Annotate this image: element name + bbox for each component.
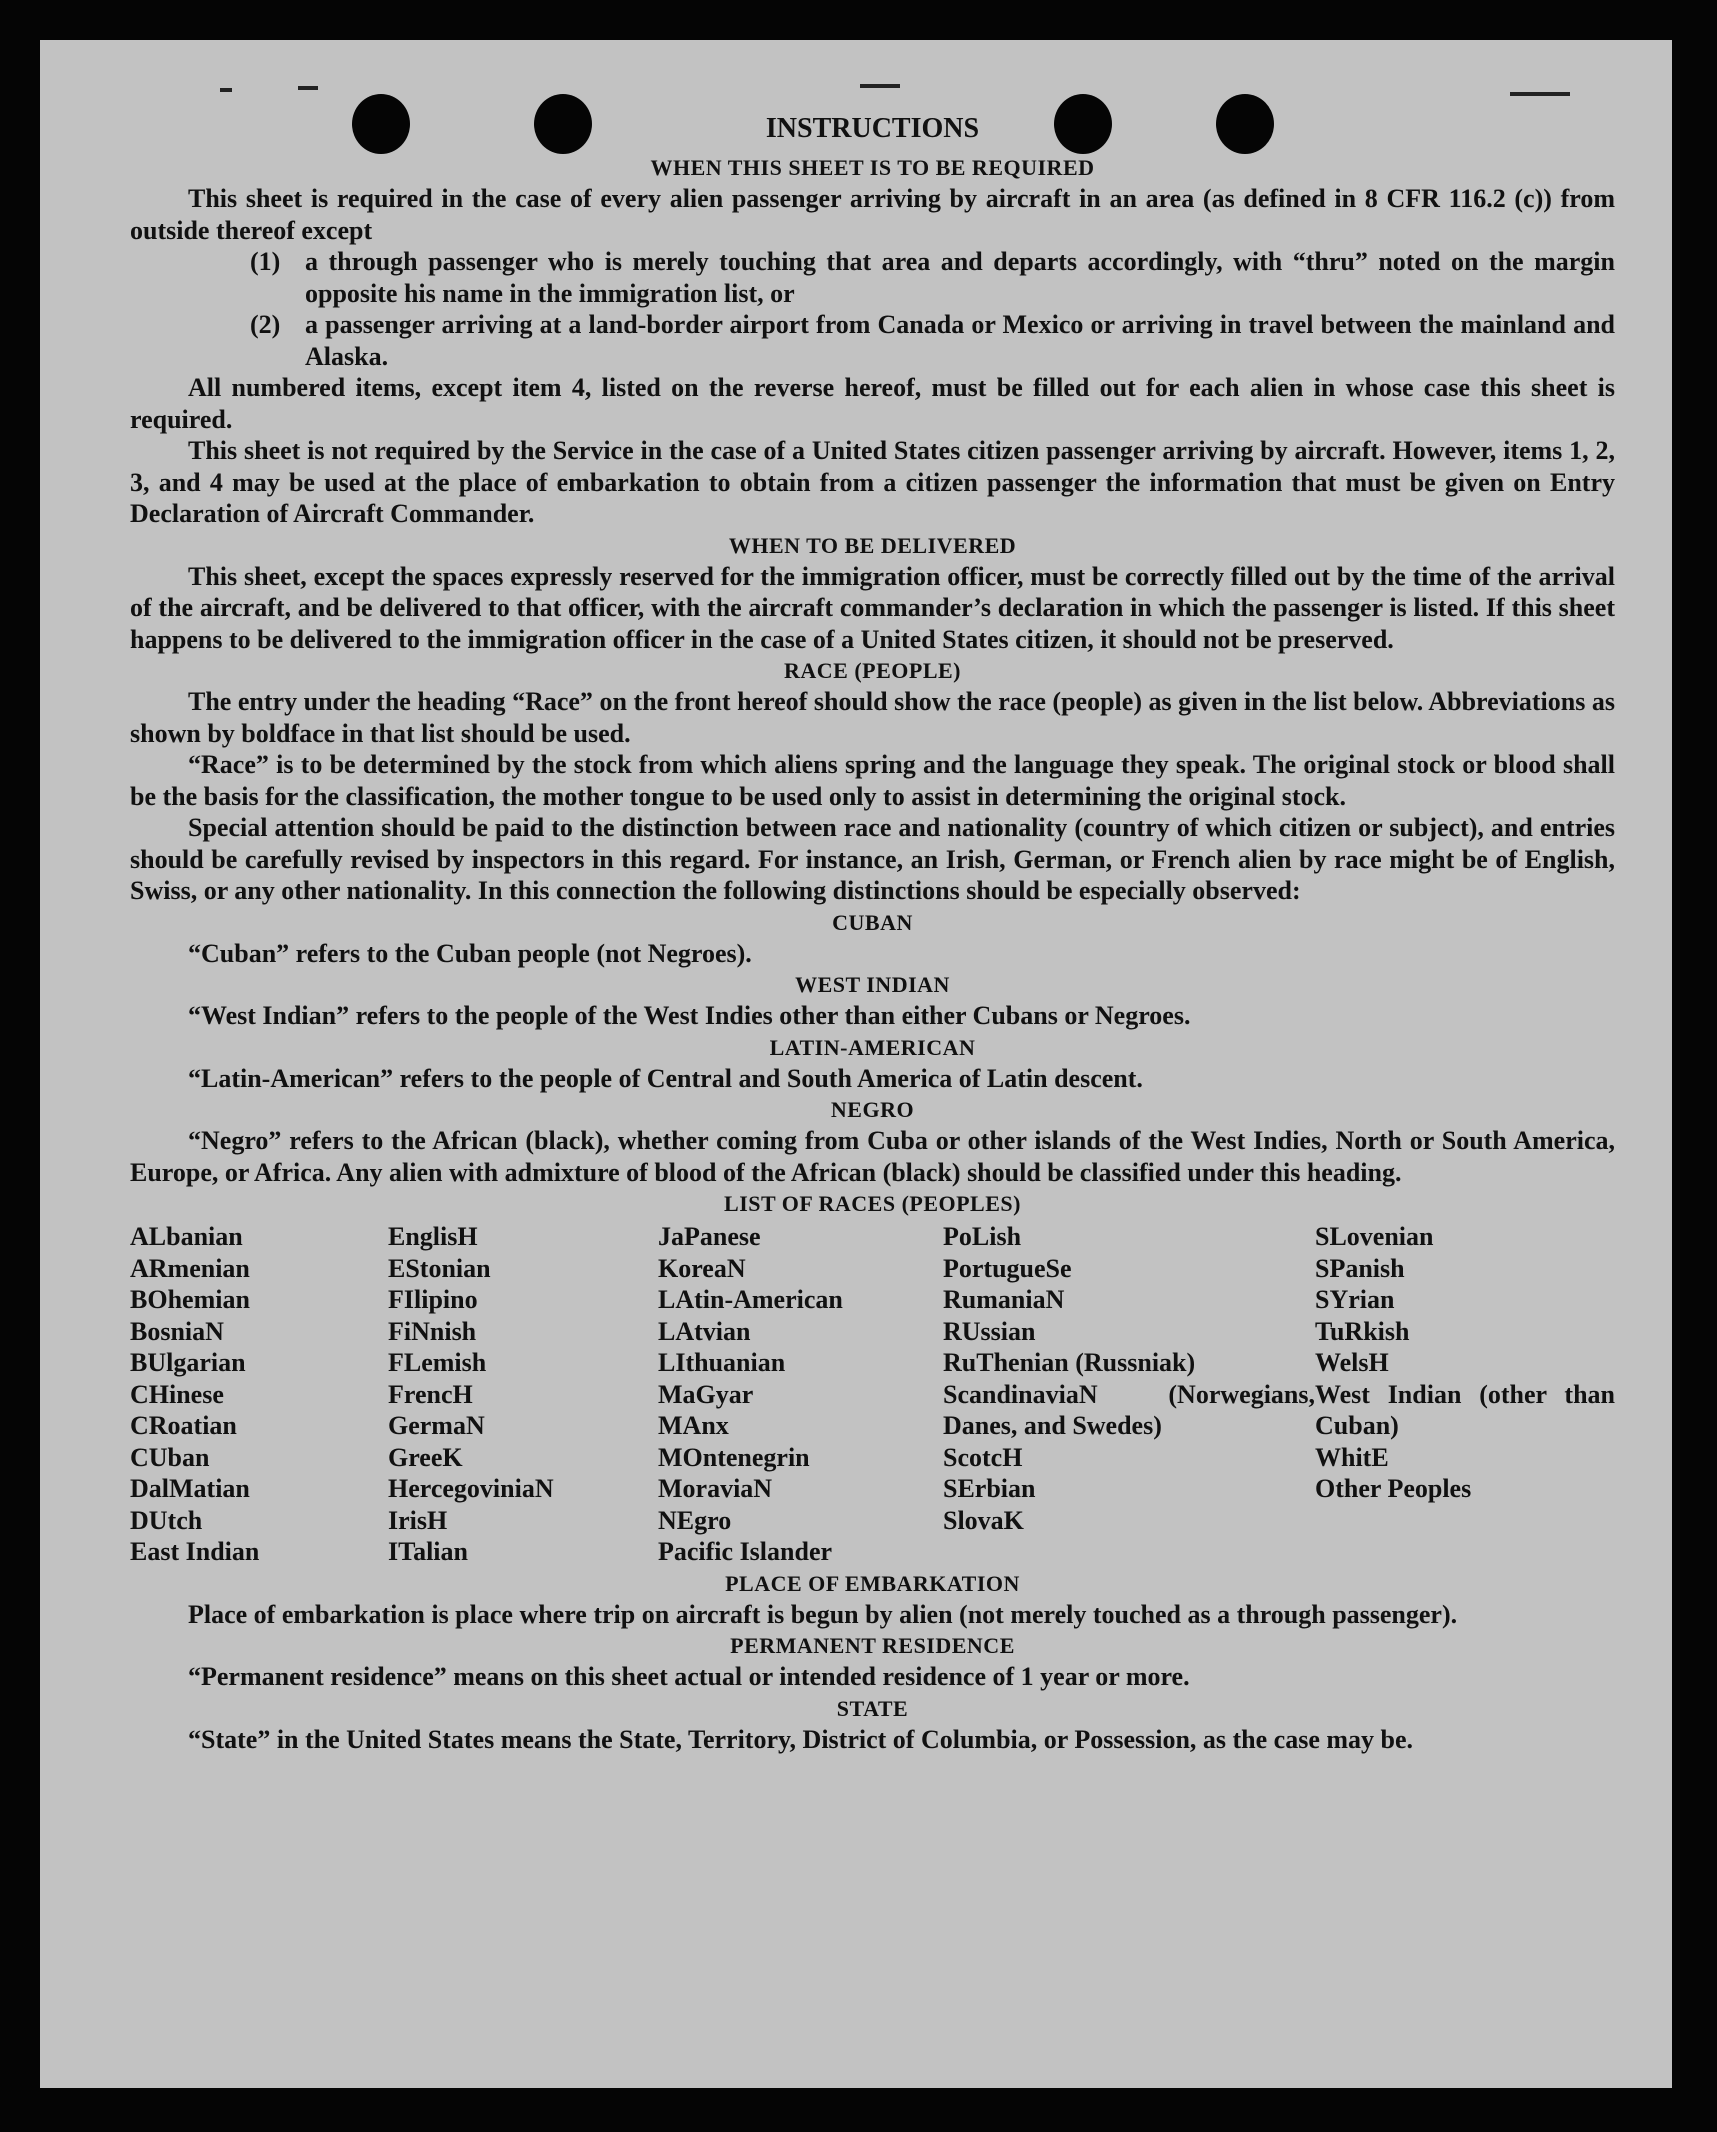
race-entry: MoraviaN <box>658 1474 773 1503</box>
heading-list-of-races: LIST OF RACES (PEOPLES) <box>724 1191 1021 1216</box>
item-number: (2) <box>250 310 281 339</box>
race-entry: JaPanese <box>658 1222 761 1251</box>
race-entry: BUlgarian <box>130 1348 246 1377</box>
race-entry: ARmenian <box>130 1253 250 1283</box>
paragraph: This sheet is required in the case of every alien passenger arriving by aircraft in an area (as defined in 8 CFR 116.2 (c)) from outside thereof except <box>130 184 1615 245</box>
race-entry: ScandinaviaN (Norwegians, Danes, and Swedes) <box>943 1379 1315 1440</box>
paragraph: “Latin-American” refers to the people of Central and South America of Latin descent. <box>188 1063 1143 1093</box>
race-entry: LAtvian <box>658 1316 751 1346</box>
race-entry: RuThenian (Russniak) <box>943 1348 1196 1377</box>
race-entry: RUssian <box>943 1316 1036 1346</box>
race-entry: FLemish <box>388 1348 487 1377</box>
race-entry: FiNnish <box>388 1316 477 1346</box>
races-column <box>1315 1221 1615 1568</box>
races-list <box>130 1221 1615 1568</box>
scan-speck <box>220 88 232 92</box>
heading-race: RACE (PEOPLE) <box>784 658 961 683</box>
exception-list <box>130 246 1615 372</box>
race-entry: SPanish <box>1315 1253 1405 1283</box>
item-number: (1) <box>250 247 281 276</box>
instructions-text <box>130 106 1615 1755</box>
heading-state: STATE <box>836 1695 909 1721</box>
paragraph: This sheet, except the spaces expressly reserved for the immigration officer, must be correctly filled out by the time of the arrival of the aircraft, and be delivered to that officer, with the aircraft commander’s declaration in which the passenger is listed. If this sheet happens to be delivered to the immigration officer in the case of a United States citizen, it should not be preserved. <box>130 561 1615 654</box>
race-entry: DalMatian <box>130 1474 250 1503</box>
race-entry: WelsH <box>1315 1348 1389 1377</box>
race-entry: PoLish <box>943 1222 1022 1251</box>
race-entry: Pacific Islander <box>658 1537 833 1566</box>
race-entry: MAnx <box>658 1411 729 1440</box>
race-entry: West Indian (other than Cuban) <box>1315 1379 1615 1440</box>
heading-cuban: CUBAN <box>832 909 913 935</box>
race-entry: SlovaK <box>943 1505 1024 1535</box>
races-column <box>388 1221 658 1568</box>
race-entry: LIthuanian <box>658 1348 786 1377</box>
race-entry: SYrian <box>1315 1285 1395 1314</box>
race-entry: GermaN <box>388 1411 485 1440</box>
race-entry: SErbian <box>943 1474 1036 1503</box>
race-entry: East Indian <box>130 1537 260 1566</box>
paragraph: All numbered items, except item 4, listed on the reverse hereof, must be filled out for each alien in whose case this sheet is required. <box>130 373 1615 434</box>
race-entry: MOntenegrin <box>658 1442 810 1472</box>
race-entry: FIlipino <box>388 1285 478 1314</box>
race-entry: CHinese <box>130 1379 224 1409</box>
document-page <box>40 40 1672 2088</box>
paragraph: Special attention should be paid to the distinction between race and nationality (country of which citizen or subject), and entries should be carefully revised by inspectors in this regard. For instance, an Irish, German, or French alien by race might be of English, Swiss, or any other nationality. In this connection the following distinctions should be especially observed: <box>130 813 1615 905</box>
race-entry: ITalian <box>388 1537 468 1566</box>
heading-west-indian: WEST INDIAN <box>795 972 950 997</box>
paragraph: “Negro” refers to the African (black), whether coming from Cuba or other islands of the West Indies, North or South America, Europe, or Africa. Any alien with admixture of blood of the African (black) should be classified under this heading. <box>130 1126 1615 1187</box>
race-entry: CUban <box>130 1442 210 1472</box>
race-entry: EStonian <box>388 1253 491 1283</box>
races-column <box>130 1221 388 1568</box>
heading-when-delivered: WHEN TO BE DELIVERED <box>728 532 1017 558</box>
paragraph: “Cuban” refers to the Cuban people (not Negroes). <box>188 938 752 968</box>
race-entry: BosniaN <box>130 1316 224 1346</box>
heading-permanent-residence: PERMANENT RESIDENCE <box>730 1633 1015 1658</box>
list-item <box>130 246 1615 309</box>
paragraph: Place of embarkation is place where trip on aircraft is begun by alien (not merely touched as a through passenger). <box>188 1599 1458 1629</box>
race-entry: Other Peoples <box>1315 1474 1472 1503</box>
heading-embarkation: PLACE OF EMBARKATION <box>725 1570 1020 1596</box>
heading-latin-american: LATIN-AMERICAN <box>769 1034 976 1060</box>
race-entry: RumaniaN <box>943 1285 1065 1314</box>
paragraph: “Permanent residence” means on this sheet actual or intended residence of 1 year or more. <box>188 1662 1190 1691</box>
race-entry: BOhemian <box>130 1285 250 1314</box>
scan-speck <box>860 84 900 88</box>
page-title: INSTRUCTIONS <box>765 113 980 144</box>
race-entry: FrencH <box>388 1379 473 1409</box>
race-entry: DUtch <box>130 1505 203 1535</box>
race-entry: PortugueSe <box>943 1253 1072 1283</box>
race-entry: TuRkish <box>1315 1316 1410 1346</box>
race-entry: CRoatian <box>130 1411 237 1440</box>
paragraph: “West Indian” refers to the people of the West Indies other than either Cubans or Negroes. <box>188 1001 1191 1030</box>
scan-speck <box>1510 92 1570 96</box>
race-entry: EnglisH <box>388 1222 478 1251</box>
race-entry: NEgro <box>658 1505 732 1535</box>
race-entry: ScotcH <box>943 1442 1023 1472</box>
race-entry: LAtin-American <box>658 1285 843 1314</box>
race-entry: MaGyar <box>658 1379 754 1409</box>
paragraph: The entry under the heading “Race” on the front hereof should show the race (people) as given in the list below. Abbreviations as shown by boldface in that list should be used. <box>130 687 1615 748</box>
paragraph: “Race” is to be determined by the stock from which aliens spring and the language they speak. The original stock or blood shall be the basis for the classification, the mother tongue to be used only to assist in determining the original stock. <box>130 750 1615 811</box>
race-entry: IrisH <box>388 1505 448 1535</box>
races-column <box>658 1221 943 1568</box>
races-column <box>943 1221 1315 1568</box>
paragraph: This sheet is not required by the Service in the case of a United States citizen passenger arriving by aircraft. However, items 1, 2, 3, and 4 may be used at the place of embarkation to obtain from a citizen passenger the information that must be given on Entry Declaration of Aircraft Commander. <box>130 436 1615 528</box>
heading-when-required: WHEN THIS SHEET IS TO BE REQUIRED <box>650 155 1095 180</box>
race-entry: KoreaN <box>658 1253 746 1283</box>
race-entry: WhitE <box>1315 1442 1389 1472</box>
item-text: a through passenger who is merely touching that area and departs accordingly, with “thru” noted on the margin opposite his name in the immigration list, or <box>305 247 1615 308</box>
race-entry: SLovenian <box>1315 1222 1434 1251</box>
race-entry: ALbanian <box>130 1222 243 1251</box>
item-text: a passenger arriving at a land-border airport from Canada or Mexico or arriving in travel between the mainland and Alaska. <box>305 310 1615 371</box>
list-item <box>130 309 1615 372</box>
paragraph: “State” in the United States means the State, Territory, District of Columbia, or Possession, as the case may be. <box>188 1724 1414 1754</box>
scan-speck <box>298 86 318 90</box>
race-entry: GreeK <box>388 1442 463 1472</box>
race-entry: HercegoviniaN <box>388 1474 554 1503</box>
heading-negro: NEGRO <box>830 1097 915 1122</box>
